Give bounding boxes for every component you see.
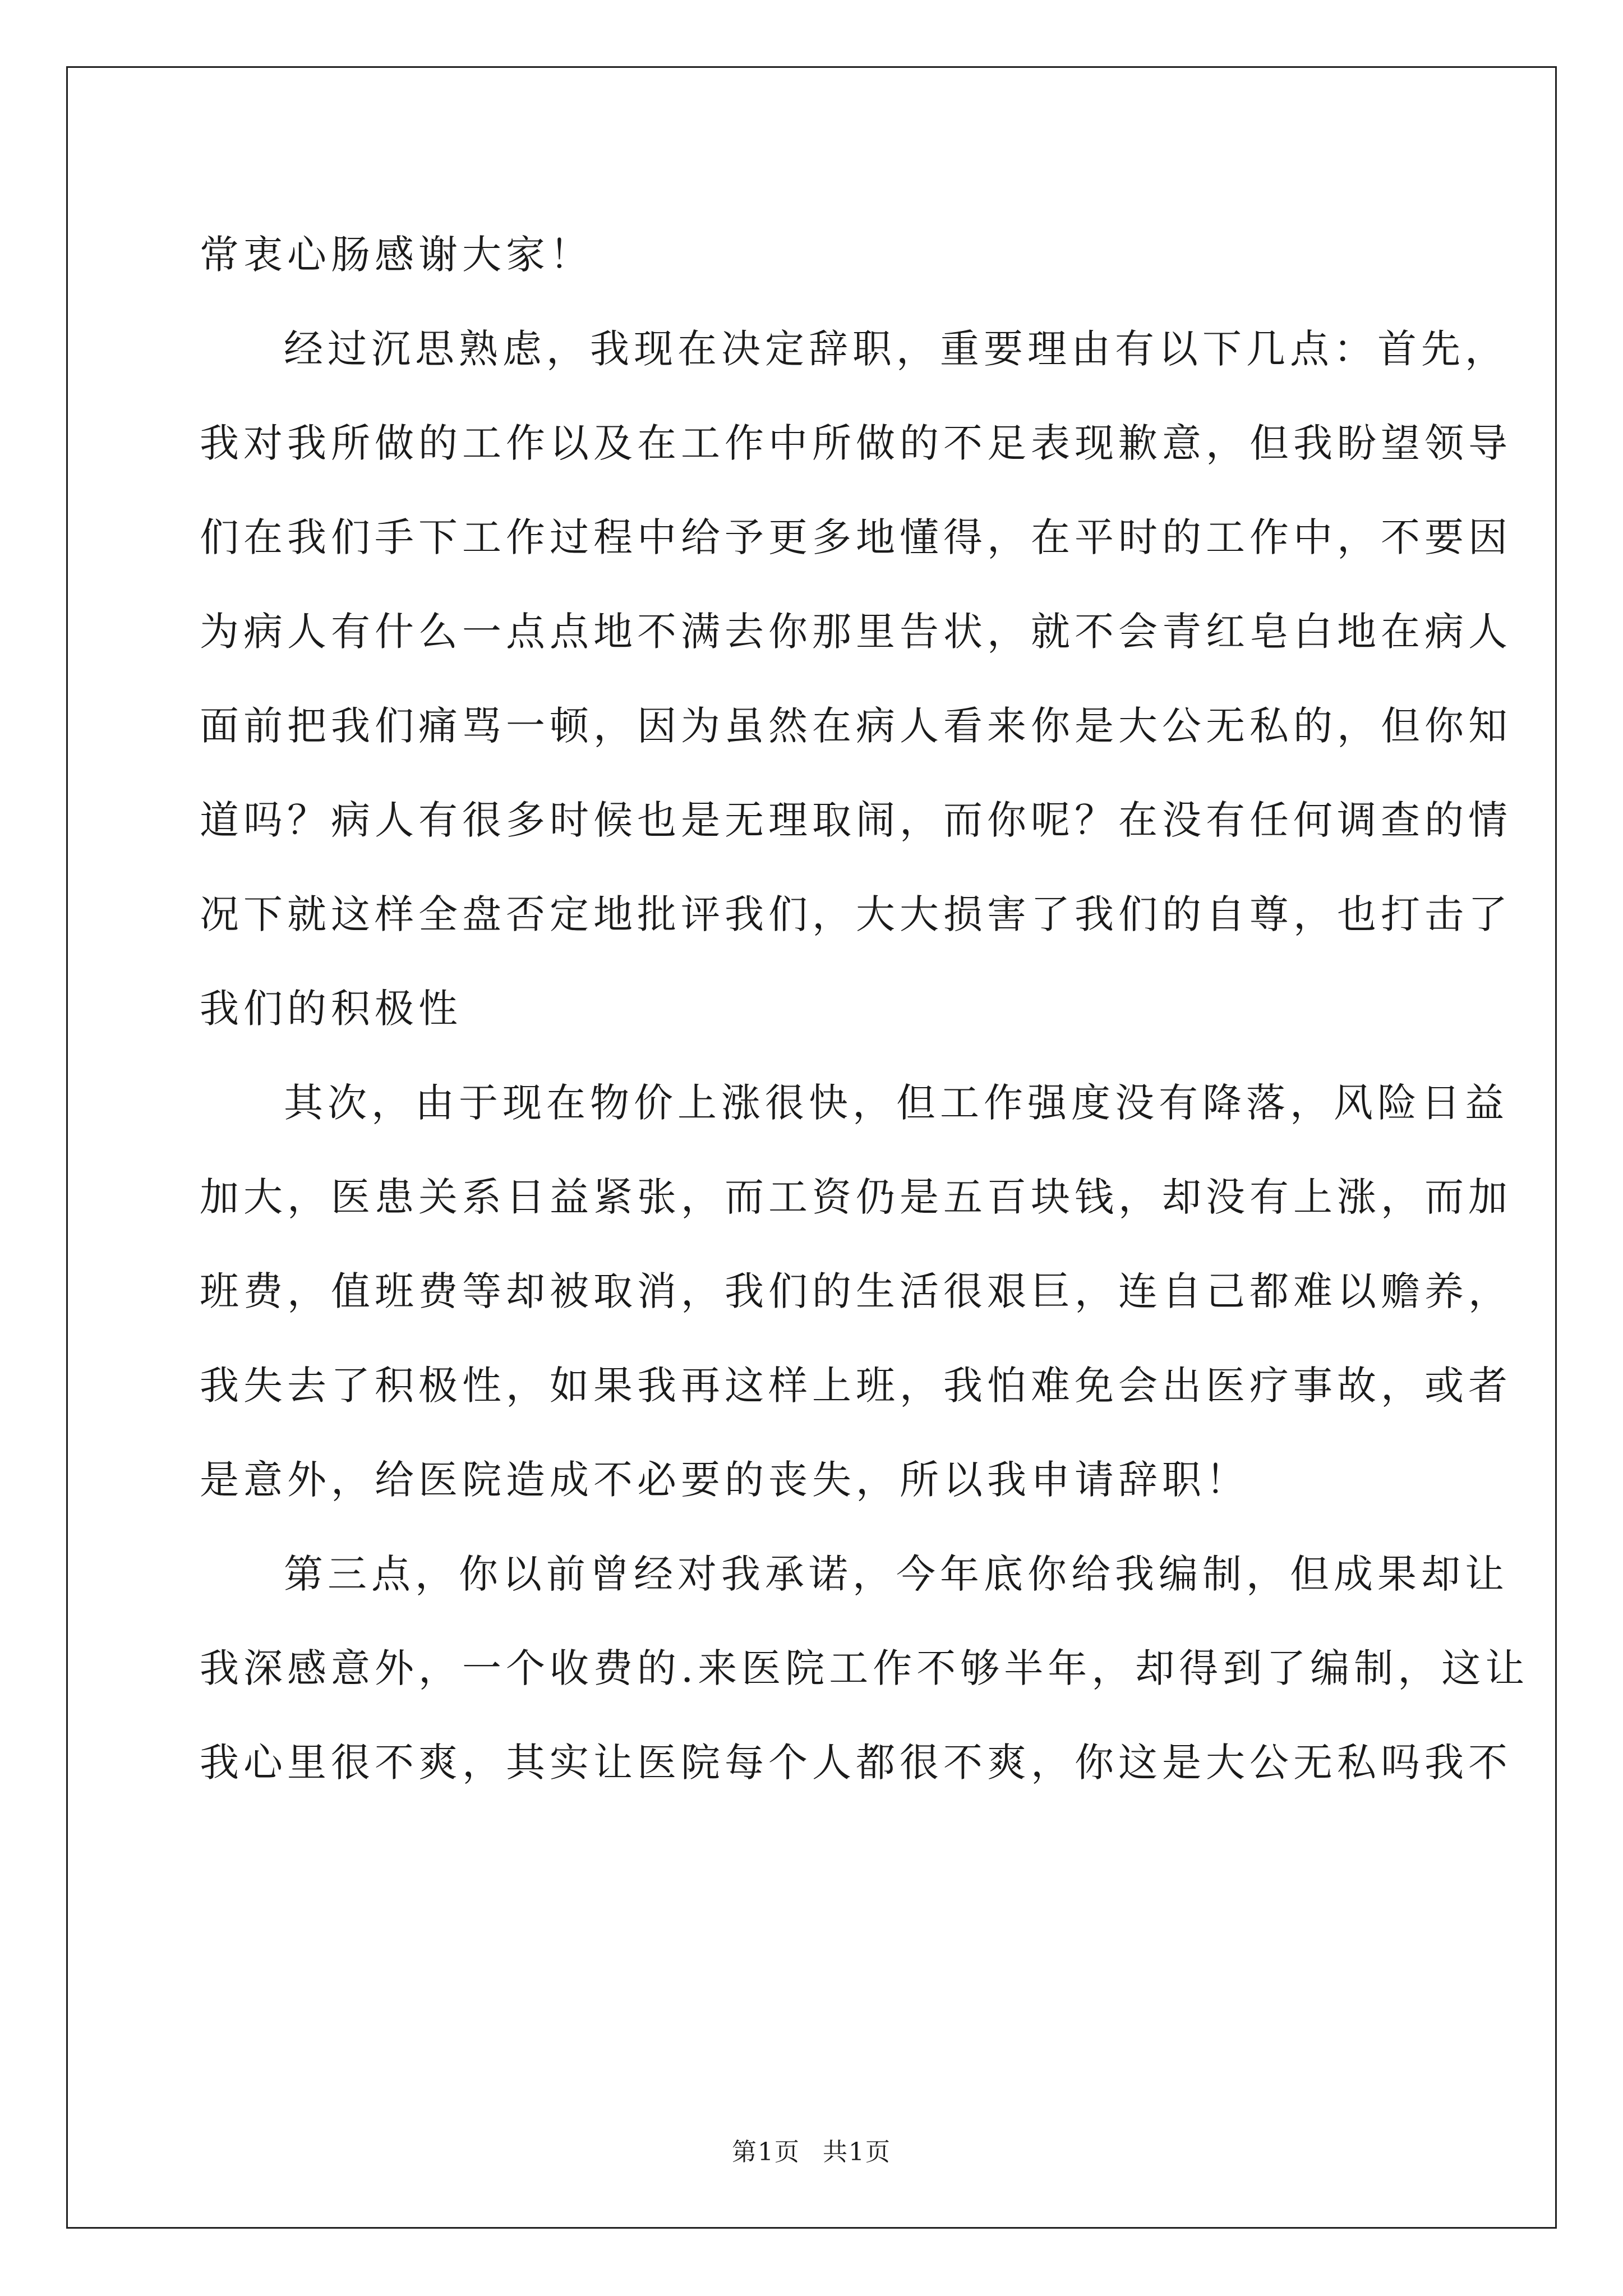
text-line: 道吗？病人有很多时候也是无理取闹，而你呢？在没有任何调查的情 xyxy=(200,797,1512,843)
text-line: 是意外，给医院造成不必要的丧失，所以我申请辞职！ xyxy=(200,1457,1249,1503)
text-line: 常衷心肠感谢大家！ xyxy=(200,232,593,278)
text-line: 为病人有什么一点点地不满去你那里告状，就不会青红皂白地在病人 xyxy=(200,609,1512,655)
text-line: 面前把我们痛骂一顿，因为虽然在病人看来你是大公无私的，但你知 xyxy=(200,703,1512,749)
page-footer xyxy=(0,2132,1623,2168)
text-line: 班费，值班费等却被取消，我们的生活很艰巨，连自己都难以赡养， xyxy=(200,1268,1512,1314)
text-line: 加大，医患关系日益紧张，而工资仍是五百块钱，却没有上涨，而加 xyxy=(200,1174,1512,1220)
text-line: 我们的积极性 xyxy=(200,986,462,1032)
text-line: 我心里很不爽，其实让医院每个人都很不爽，你这是大公无私吗我不 xyxy=(200,1740,1512,1786)
text-line: 们在我们手下工作过程中给予更多地懂得，在平时的工作中，不要因 xyxy=(200,514,1512,560)
text-line: 我失去了积极性，如果我再这样上班，我怕难免会出医疗事故，或者 xyxy=(200,1363,1512,1409)
page-number-total: 共1页 xyxy=(823,2138,891,2166)
page-number-current: 第1页 xyxy=(732,2138,800,2166)
document-body xyxy=(200,208,1529,1810)
text-line: 我深感意外，一个收费的.来医院工作不够半年，却得到了编制，这让 xyxy=(200,1645,1529,1691)
paragraph-first-line: 其次，由于现在物价上涨很快，但工作强度没有降落，风险日益 xyxy=(284,1080,1509,1126)
text-line: 我对我所做的工作以及在工作中所做的不足表现歉意，但我盼望领导 xyxy=(200,420,1512,466)
paragraph-first-line: 第三点，你以前曾经对我承诺，今年底你给我编制，但成果却让 xyxy=(284,1551,1509,1597)
text-line: 况下就这样全盘否定地批评我们，大大损害了我们的自尊，也打击了 xyxy=(200,891,1512,937)
paragraph-first-line: 经过沉思熟虑，我现在决定辞职，重要理由有以下几点：首先， xyxy=(284,326,1509,372)
